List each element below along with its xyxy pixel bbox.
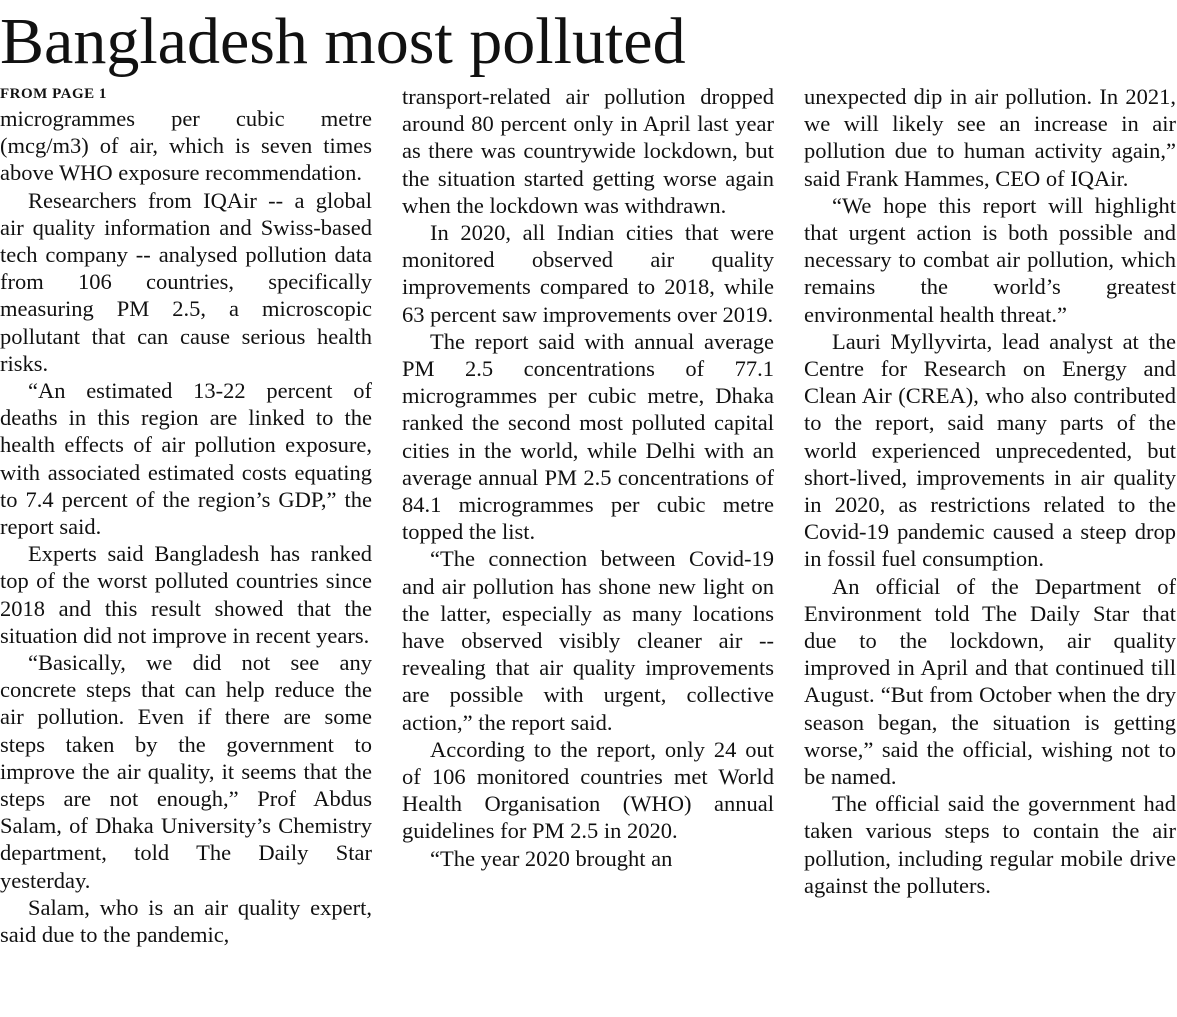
paragraph: “The connection between Covid-19 and air pollution has shone new light on the latter, especially as many locations have observed visibly cleaner air -- revealing that air quality improvements are possible with urgent, collective action,” the report said. — [402, 546, 774, 735]
jump-line: FROM PAGE 1 — [0, 86, 107, 102]
paragraph: “An estimated 13-22 percent of deaths in this region are linked to the health effects of air pollution exposure, with associated estimated costs equating to 7.4 percent of the region’s GDP,” the report said. — [0, 378, 372, 540]
paragraph: The official said the government had taken various steps to contain the air pollution, including regular mobile drive against the polluters. — [804, 791, 1176, 898]
paragraph: An official of the Department of Environment told The Daily Star that due to the lockdown, air quality improved in April and that continued till August. “But from October when the dry season began, the situation is getting worse,” said the official, wishing not to be named. — [804, 573, 1176, 790]
paragraph: “Basically, we did not see any concrete steps that can help reduce the air pollution. Even if there are some steps taken by the government to improve the air quality, it seems that the steps are not enough,” Prof Abdus Salam, of Dhaka University’s Chemistry department, told The Daily Star yesterday. — [0, 650, 372, 893]
paragraph: Lauri Myllyvirta, lead analyst at the Centre for Research on Energy and Clean Air (CREA), who also contributed to the report, said many parts of the world experienced unprecedented, but short-lived, improvements in air quality in 2020, as restrictions related to the Covid-19 pandemic caused a steep drop in fossil fuel consumption. — [804, 328, 1176, 572]
paragraph: Researchers from IQAir -- a global air quality information and Swiss-based tech company -- analysed pollution data from 106 countries, specifically measuring PM 2.5, a microscopic pollutant that can cause serious health risks. — [0, 187, 372, 376]
paragraph: “We hope this report will highlight that urgent action is both possible and necessary to combat air pollution, which remains the world’s greatest environmental health threat.” — [804, 192, 1176, 327]
article-column-2 — [402, 83, 774, 872]
article-column-1 — [0, 83, 372, 948]
paragraph: Experts said Bangladesh has ranked top of the worst polluted countries since 2018 and this result showed that the situation did not improve in recent years. — [0, 541, 372, 648]
paragraph: “The year 2020 brought an — [430, 845, 673, 871]
paragraph: According to the report, only 24 out of 106 monitored countries met World Health Organisation (WHO) annual guidelines for PM 2.5 in 2020. — [402, 736, 774, 844]
article-column-3 — [804, 83, 1176, 899]
paragraph: microgrammes per cubic metre (mcg/m3) of air, which is seven times above WHO exposure recommendation. — [0, 106, 372, 186]
paragraph: transport-related air pollution dropped around 80 percent only in April last year as there was countrywide lockdown, but the situation started getting worse again when the lockdown was withdrawn. — [402, 84, 774, 218]
paragraph: In 2020, all Indian cities that were monitored observed air quality improvements compared to 2018, while 63 percent saw improvements over 2019. — [402, 220, 774, 327]
headline: Bangladesh most polluted — [0, 5, 686, 78]
paragraph: Salam, who is an air quality expert, said due to the pandemic, — [0, 894, 372, 948]
paragraph: The report said with annual average PM 2.5 concentrations of 77.1 microgrammes per cubic metre, Dhaka ranked the second most polluted capital cities in the world, while Delhi with an average annual PM 2.5 concentrations of 84.1 microgrammes per cubic metre topped the list. — [402, 328, 774, 545]
paragraph: unexpected dip in air pollution. In 2021, we will likely see an increase in air pollution due to human activity again,” said Frank Hammes, CEO of IQAir. — [804, 84, 1176, 191]
